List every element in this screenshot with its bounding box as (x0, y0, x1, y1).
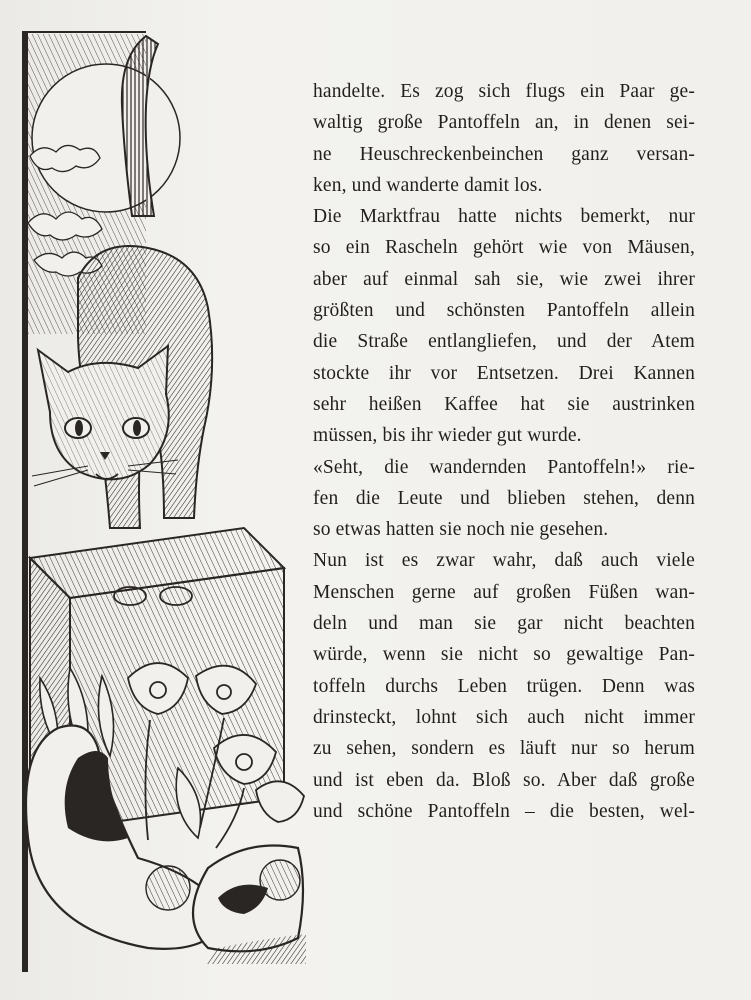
text-line: so etwas hatten sie noch nie gesehen. (313, 519, 609, 541)
pompom-left (146, 866, 190, 910)
slipper-right (193, 846, 303, 952)
text-line: ken, und wanderte damit los. (313, 174, 543, 196)
text-line: ne Heuschreckenbeinchen ganz versan- (313, 143, 695, 165)
cat-illustration (18, 28, 308, 978)
page-text (313, 76, 695, 827)
text-line: stockte ihr vor Entsetzen. Drei Kannen (313, 362, 695, 384)
text-line: waltig große Pantoffeln an, in denen sei- (313, 112, 695, 134)
text-line: deln und man sie gar nicht beachten (313, 613, 695, 635)
cat-head (32, 346, 178, 486)
text-line: fen die Leute und blieben stehen, denn (313, 487, 695, 509)
text-line: Die Marktfrau hatte nichts bemerkt, nur (313, 206, 695, 228)
text-line: sehr heißen Kaffee hat sie austrinken (313, 393, 695, 415)
text-line: Menschen gerne auf großen Füßen wan- (313, 581, 695, 603)
text-line: Nun ist es zwar wahr, daß auch viele (313, 550, 695, 572)
text-line: drinsteckt, lohnt sich auch nicht immer (313, 706, 695, 728)
text-line: toffeln durchs Leben trügen. Denn was (313, 675, 695, 697)
text-line: würde, wenn sie nicht so gewaltige Pan- (313, 644, 695, 666)
text-line: und ist eben da. Bloß so. Aber daß große (313, 769, 695, 791)
text-line: größten und schönsten Pantoffeln allein (313, 300, 695, 322)
text-line: «Seht, die wandernden Pantoffeln!» rie- (313, 456, 695, 478)
text-line: zu sehen, sondern es läuft nur so herum (313, 738, 695, 760)
text-line: die Straße entlangliefen, und der Atem (313, 331, 695, 353)
text-line: handelte. Es zog sich flugs ein Paar ge- (313, 81, 695, 102)
moon-icon (32, 64, 180, 212)
text-line: und schöne Pantoffeln – die besten, wel- (313, 800, 695, 822)
pompom-right (260, 860, 300, 900)
text-line: aber auf einmal sah sie, wie zwei ihrer (313, 268, 695, 290)
text-line: müssen, bis ihr wieder gut wurde. (313, 425, 582, 447)
text-line: so ein Rascheln gehört wie von Mäusen, (313, 237, 695, 259)
